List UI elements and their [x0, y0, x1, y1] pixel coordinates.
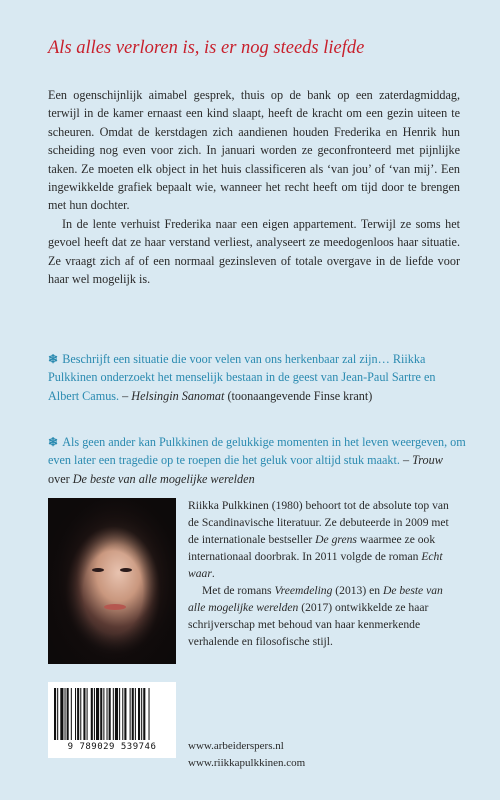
- barcode-bar: [77, 688, 79, 740]
- barcode-bar: [83, 688, 85, 740]
- author-photo: [48, 498, 176, 664]
- quote-book-title: De beste van alle mogelijke werelden: [72, 471, 255, 486]
- book-title: Echt waar: [188, 550, 443, 580]
- barcode-bar: [91, 688, 93, 740]
- review-quote-1: [48, 350, 466, 405]
- barcode-bar: [113, 688, 114, 740]
- blurb-paragraph-1: Een ogenschijnlijk aimabel gesprek, thuis op de bank op een zaterdagmiddag, terwijl in de kamer ernaast een kind slaapt, heeft de kracht om een gezin uiteen te scheuren. Omdat de kerstdagen zich aandienen houden Frederika en Henrik hun scheiding nog even voor zich. In januari worden ze geconfronteerd met pijnlijke taken. Ze moeten elk object in het huis classificeren als ‘van jou’ of ‘van mij’. Een ingewikkelde grafiek bepaalt wie, wanneer het recht heeft om tijd door te brengen met hun dochter.: [48, 88, 460, 213]
- quote-dash: –: [399, 453, 413, 468]
- barcode-bar: [122, 688, 123, 740]
- barcode-bar: [71, 688, 72, 740]
- barcode-bar: [138, 688, 140, 740]
- isbn-number: 9 789029 539746: [67, 742, 157, 752]
- quote-connector: over: [48, 471, 73, 486]
- barcode-bar: [65, 688, 66, 740]
- book-title: De grens: [315, 533, 357, 546]
- barcode-bar: [60, 688, 63, 740]
- tagline: Als alles verloren is, is er nog steeds liefde: [48, 38, 365, 58]
- quote-source-note: (toonaangevende Finse krant): [224, 388, 373, 403]
- barcode-bar: [96, 688, 99, 740]
- barcode-bar: [75, 688, 76, 740]
- barcode-bar: [115, 688, 118, 740]
- barcode-bar: [132, 688, 134, 740]
- barcode-bar: [94, 688, 95, 740]
- snowflake-icon: ❄: [48, 435, 59, 449]
- barcode-bar: [67, 688, 69, 740]
- blurb-paragraph-2: In de lente verhuist Frederika naar een eigen appartement. Terwijl ze soms het gevoel heeft dat ze haar verstand verliest, analyseert ze meedogenloos haar situatie. Ze vraagt zich af of een normaal gezinsleven of totale overgave in de liefde voor haar wel mogelijk is.: [48, 216, 460, 287]
- barcode-bar: [119, 688, 120, 740]
- blurb: [48, 86, 460, 288]
- bio-paragraph-2: Met de romans Vreemdeling (2013) en De beste van alle mogelijke werelden (2017) ontwikkelde ze haar schrijverschap met behoud van haar kenmerkende verhalende en filosofische stijl.: [188, 584, 443, 648]
- barcode-bars: [54, 688, 170, 740]
- author-bio: [188, 497, 460, 650]
- website-links: [188, 738, 458, 772]
- barcode: [48, 682, 176, 758]
- quote-source: Trouw: [412, 453, 443, 468]
- quote-text: Beschrijft een situatie die voor velen van ons herkenbaar zal zijn… Riikka Pulkkinen onderzoekt het menselijk bestaan in de geest van Jean-Paul Sartre en Albert Camus.: [48, 352, 436, 403]
- barcode-bar: [100, 688, 102, 740]
- author-url[interactable]: www.riikkapulkkinen.com: [188, 757, 306, 769]
- bio-paragraph-1: Riikka Pulkkinen (1980) behoort tot de absolute top van de Scandinavische literatuur. Ze debuteerde in 2009 met de internationale bestseller De grens waarmee ze ook internationaal doorbrak. In 2011 volgde de roman Echt waar.: [188, 499, 449, 580]
- snowflake-icon: ❄: [48, 352, 59, 366]
- quote-text: Als geen ander kan Pulkkinen de gelukkige momenten in het leven weergeven, om even later een tragedie op te roepen die het geluk voor altijd stuk maakt.: [48, 435, 466, 468]
- quote-dash: –: [119, 388, 132, 403]
- barcode-bar: [107, 688, 108, 740]
- barcode-bar: [124, 688, 126, 740]
- barcode-bar: [130, 688, 131, 740]
- barcode-bar: [143, 688, 145, 740]
- book-title: De beste van alle mogelijke werelden: [188, 584, 443, 614]
- barcode-bar: [109, 688, 111, 740]
- barcode-bar: [149, 688, 150, 740]
- barcode-bar: [54, 688, 56, 740]
- barcode-bar: [135, 688, 136, 740]
- barcode-bar: [103, 688, 104, 740]
- barcode-bar: [141, 688, 142, 740]
- barcode-bar: [87, 688, 88, 740]
- book-title: Vreemdeling: [274, 584, 333, 597]
- quote-source: Helsingin Sanomat: [131, 388, 225, 403]
- barcode-bar: [57, 688, 58, 740]
- publisher-url[interactable]: www.arbeiderspers.nl: [188, 740, 284, 752]
- review-quote-2: [48, 433, 466, 488]
- barcode-bar: [80, 688, 81, 740]
